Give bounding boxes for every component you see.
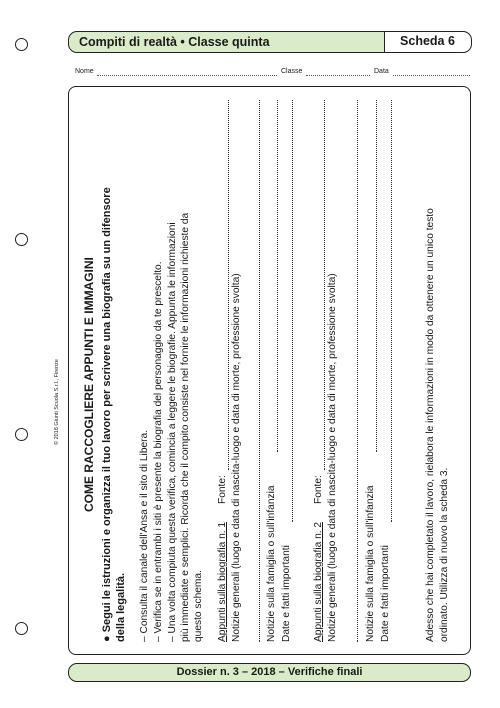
bio2-family-label: Notizie sulla famiglia o sull'infanzia bbox=[365, 485, 376, 642]
closing-line-1: Adesso che hai completato il lavoro, rielabora le informazioni in modo da ottenere un unico testo bbox=[425, 208, 436, 642]
date-field[interactable] bbox=[393, 75, 470, 76]
class-field[interactable] bbox=[306, 75, 370, 76]
worksheet-tab: Scheda 6 bbox=[384, 31, 472, 53]
bio2-general-label: Notizie generali (luogo e data di nascita-luogo e data di morte, professione svolta) bbox=[327, 273, 338, 642]
header-bar bbox=[68, 31, 471, 53]
bio2-fonte-label: Fonte: bbox=[313, 475, 324, 504]
binder-hole-middle bbox=[15, 233, 28, 246]
bio1-fonte-field[interactable] bbox=[228, 100, 229, 470]
class-label: Classe bbox=[281, 68, 303, 75]
bio2-fonte-field[interactable] bbox=[324, 100, 325, 470]
content-box bbox=[68, 86, 471, 655]
intro-line-1: ● Segui le istruzioni e organizza il tuo lavoro per scrivere una biografia su un difensore bbox=[101, 187, 113, 642]
header-title: Compiti di realtà • Classe quinta bbox=[79, 35, 270, 49]
footer-bar: Dossier n. 3 – 2018 – Verifiche finali bbox=[68, 663, 471, 682]
binder-hole-top bbox=[15, 38, 28, 51]
binder-hole-bottom bbox=[15, 622, 28, 635]
binder-hole-lower bbox=[15, 428, 28, 441]
step-2: – Verifica se in entrambi i siti è presente la biografia del personaggio da te prescelto. bbox=[153, 261, 164, 642]
step-3-line-2: più immediate e semplici. Ricorda che il compito consiste nel fornire le informazioni richieste da bbox=[180, 212, 191, 642]
bio1-family-label: Notizie sulla famiglia o sull'infanzia bbox=[266, 485, 277, 642]
bio2-title: Appunti sulla biografia n. 2 bbox=[313, 521, 324, 642]
step-3-line-3: questo schema. bbox=[193, 570, 204, 642]
name-field[interactable] bbox=[97, 75, 277, 76]
intro-line-2: della legalità. bbox=[115, 572, 127, 642]
copyright-note: © 2018 Giunti Scuola S.r.l., Firenze bbox=[54, 359, 60, 445]
closing-line-2: ordinato. Utilizza di nuovo la scheda 3. bbox=[439, 467, 450, 642]
rotated-content bbox=[69, 87, 468, 652]
bio1-general-field[interactable] bbox=[259, 100, 260, 642]
bio1-title: Appunti sulla biografia n. 1 bbox=[217, 521, 228, 642]
bio1-general-label: Notizie generali (luogo e data di nascita-luogo e data di morte, professione svolta) bbox=[231, 273, 242, 642]
bio1-dates-field[interactable] bbox=[292, 100, 293, 522]
bio2-dates-field[interactable] bbox=[391, 100, 392, 522]
date-label: Data bbox=[374, 68, 389, 75]
student-fields bbox=[75, 66, 470, 80]
step-3-line-1: – Una volta compiuta questa verifica, comincia a leggere le biografie. Appunta le informazioni bbox=[167, 222, 178, 642]
bio1-dates-label: Date e fatti importanti bbox=[281, 545, 292, 642]
content-title: COME RACCOGLIERE APPUNTI E IMMAGINI bbox=[82, 257, 96, 512]
bio1-family-field[interactable] bbox=[277, 100, 278, 452]
bio2-general-field[interactable] bbox=[357, 100, 358, 642]
bio2-family-field[interactable] bbox=[376, 100, 377, 452]
step-1: – Consulta il canale dell'Ansa e il sito di Libera. bbox=[139, 429, 150, 642]
name-label: Nome bbox=[75, 68, 94, 75]
bio1-fonte-label: Fonte: bbox=[217, 475, 228, 504]
bio2-dates-label: Date e fatti importanti bbox=[380, 545, 391, 642]
